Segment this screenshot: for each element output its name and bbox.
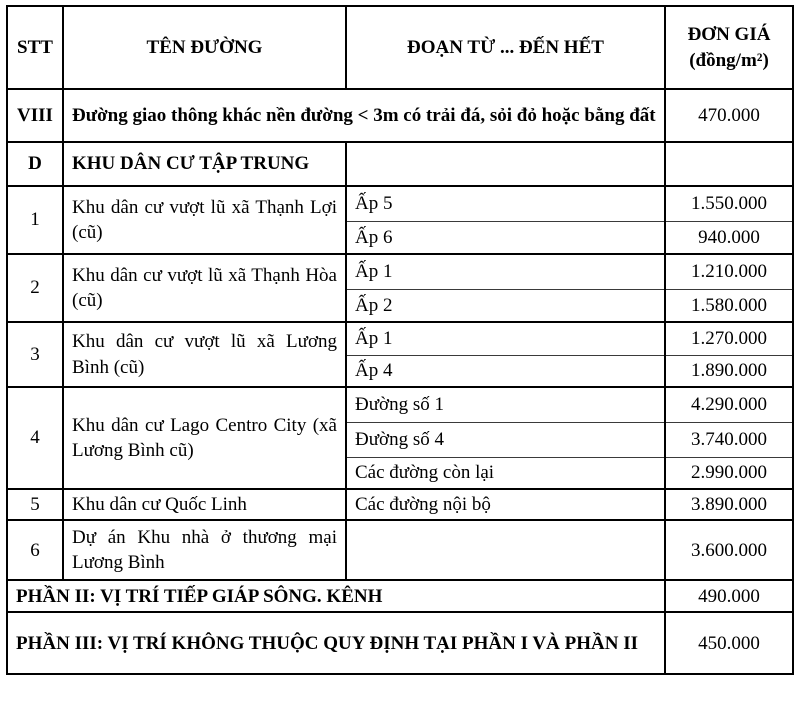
- header-don-gia-unit: (đồng/m²): [689, 49, 769, 71]
- row-phan-ii: [7, 580, 793, 612]
- price-cell: 3.890.000: [665, 489, 793, 520]
- road-name-cell: Khu dân cư Quốc Linh: [63, 489, 346, 520]
- row-4: [7, 387, 793, 422]
- header-don-gia-title: ĐƠN GIÁ: [687, 23, 771, 45]
- price-cell: 3.740.000: [665, 422, 793, 457]
- stt-cell: VIII: [7, 89, 63, 142]
- stt-cell: 1: [7, 186, 63, 254]
- stt-cell: D: [7, 142, 63, 186]
- price-cell: 1.550.000: [665, 186, 793, 221]
- segment-cell: Ấp 6: [346, 221, 665, 254]
- stt-cell: 4: [7, 387, 63, 489]
- stt-cell: 3: [7, 322, 63, 387]
- segment-cell: Các đường còn lại: [346, 457, 665, 489]
- price-cell: 2.990.000: [665, 457, 793, 489]
- price-cell: 470.000: [665, 89, 793, 142]
- road-name-cell: KHU DÂN CƯ TẬP TRUNG: [63, 142, 346, 186]
- price-cell: 940.000: [665, 221, 793, 254]
- segment-cell: Ấp 1: [346, 254, 665, 289]
- segment-cell: Đường số 4: [346, 422, 665, 457]
- row-viii: [7, 89, 793, 142]
- road-name-cell: Khu dân cư vượt lũ xã Thạnh Lợi (cũ): [63, 186, 346, 254]
- price-cell-empty: [665, 142, 793, 186]
- header-ten-duong: TÊN ĐƯỜNG: [63, 6, 346, 89]
- segment-cell: Đường số 1: [346, 387, 665, 422]
- row-d: [7, 142, 793, 186]
- price-cell: 490.000: [665, 580, 793, 612]
- stt-cell: 6: [7, 520, 63, 580]
- row-2: [7, 254, 793, 289]
- row-3: [7, 322, 793, 355]
- header-doan-tu: ĐOẠN TỪ ... ĐẾN HẾT: [346, 6, 665, 89]
- segment-cell-empty: [346, 520, 665, 580]
- segment-cell: Các đường nội bộ: [346, 489, 665, 520]
- segment-cell: Ấp 5: [346, 186, 665, 221]
- price-cell: 1.890.000: [665, 355, 793, 387]
- price-cell: 3.600.000: [665, 520, 793, 580]
- road-name-cell: Khu dân cư vượt lũ xã Thạnh Hòa (cũ): [63, 254, 346, 322]
- price-cell: 1.580.000: [665, 289, 793, 322]
- segment-cell: Ấp 2: [346, 289, 665, 322]
- segment-cell: Ấp 4: [346, 355, 665, 387]
- section-title-cell: PHẦN II: VỊ TRÍ TIẾP GIÁP SÔNG. KÊNH: [7, 580, 665, 612]
- road-name-cell: Đường giao thông khác nền đường < 3m có trải đá, sỏi đỏ hoặc bằng đất: [63, 89, 665, 142]
- price-cell: 4.290.000: [665, 387, 793, 422]
- row-6: [7, 520, 793, 580]
- segment-cell-empty: [346, 142, 665, 186]
- price-cell: 1.210.000: [665, 254, 793, 289]
- land-price-table: [6, 5, 794, 675]
- section-title-cell: PHẦN III: VỊ TRÍ KHÔNG THUỘC QUY ĐỊNH TẠI PHẦN I VÀ PHẦN II: [7, 612, 665, 674]
- row-1: [7, 186, 793, 221]
- header-don-gia: [665, 6, 793, 89]
- stt-cell: 5: [7, 489, 63, 520]
- stt-cell: 2: [7, 254, 63, 322]
- table-header-row: [7, 6, 793, 89]
- price-cell: 1.270.000: [665, 322, 793, 355]
- segment-cell: Ấp 1: [346, 322, 665, 355]
- road-name-cell: Khu dân cư vượt lũ xã Lương Bình (cũ): [63, 322, 346, 387]
- header-stt: STT: [7, 6, 63, 89]
- road-name-cell: Dự án Khu nhà ở thương mại Lương Bình: [63, 520, 346, 580]
- row-phan-iii: [7, 612, 793, 674]
- row-5: [7, 489, 793, 520]
- price-cell: 450.000: [665, 612, 793, 674]
- road-name-cell: Khu dân cư Lago Centro City (xã Lương Bình cũ): [63, 387, 346, 489]
